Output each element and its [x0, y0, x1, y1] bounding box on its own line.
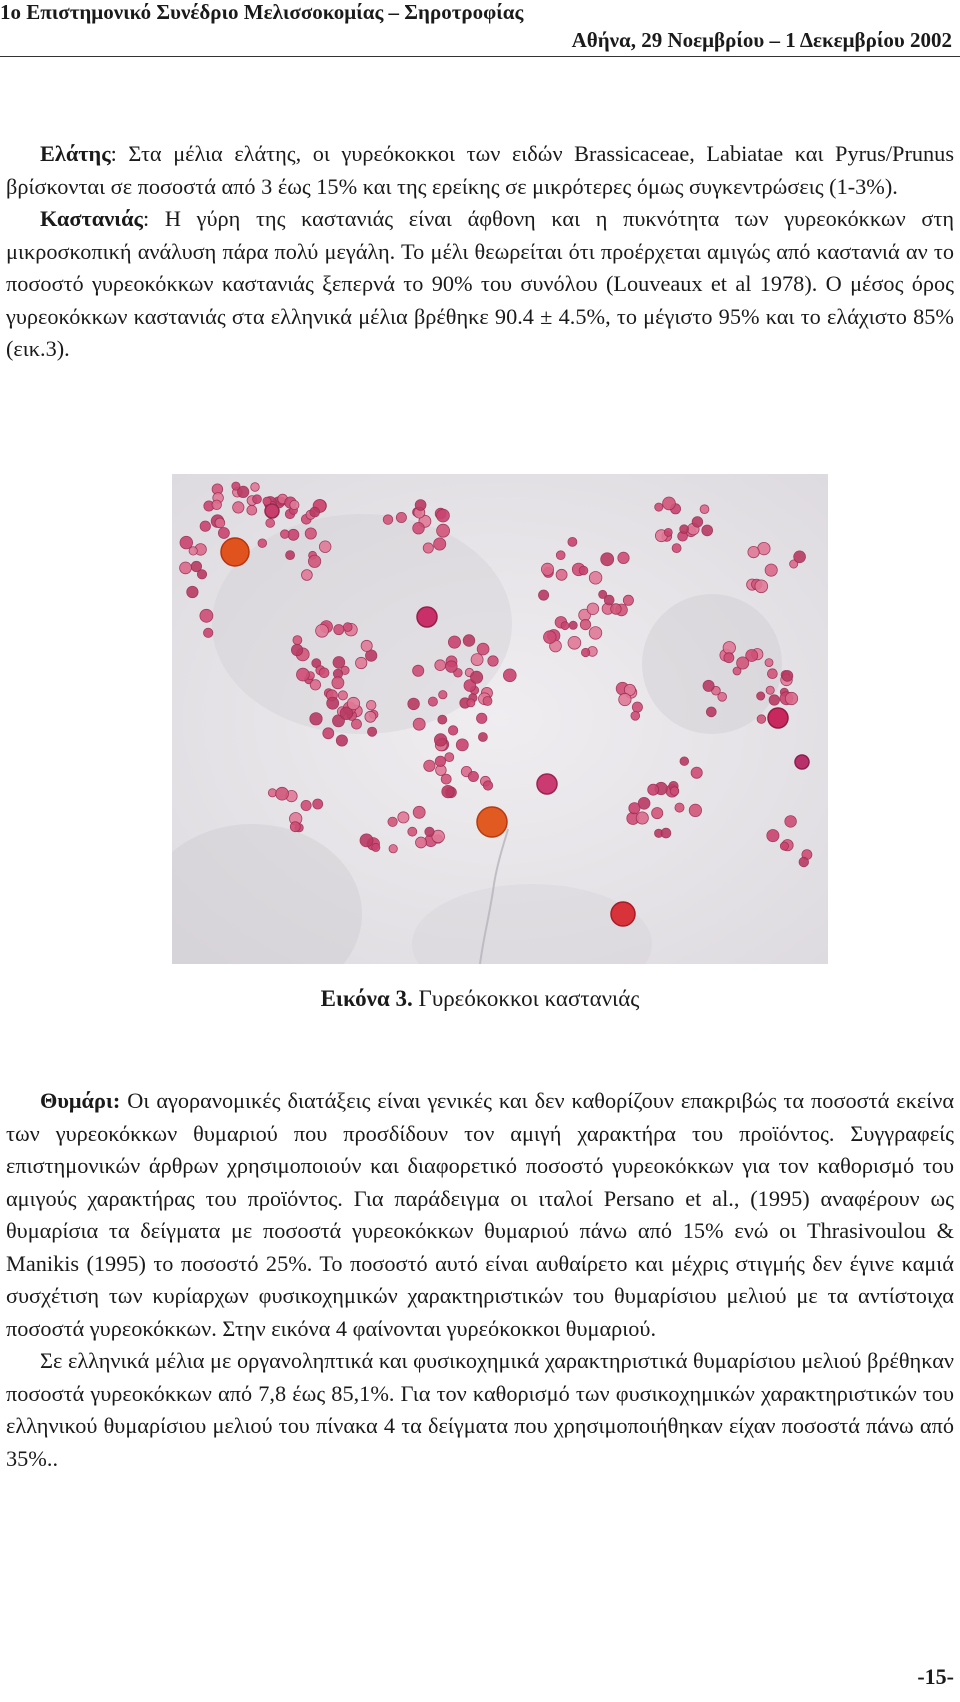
pollen-grain-146 [415, 500, 426, 511]
pollen-grain-48 [204, 628, 213, 637]
pollen-grain-49 [189, 547, 197, 555]
pollen-grain-123 [448, 726, 457, 735]
pollen-grain-23 [258, 539, 267, 548]
pollen-grain-114 [477, 643, 489, 655]
pollen-grain-234 [661, 828, 671, 838]
pollen-grain-156 [388, 817, 397, 826]
pollen-grain-92 [448, 636, 460, 648]
pollen-grain-228 [724, 653, 734, 663]
pollen-grain-140 [383, 515, 393, 525]
pollen-grain-104 [439, 691, 447, 699]
pollen-grain-56 [356, 657, 367, 668]
pollen-grain-186 [561, 622, 569, 630]
pollen-grain-19 [212, 500, 222, 510]
pollen-grain-165 [556, 551, 565, 560]
pollen-grain-4 [233, 502, 244, 513]
pollen-grain-227 [766, 686, 774, 694]
pollen-grain-15 [218, 528, 229, 539]
section-fir-chestnut [6, 138, 954, 366]
pollen-grain-251 [631, 711, 640, 720]
pollen-grain-229 [785, 692, 797, 704]
pollen-grain-126 [445, 753, 454, 762]
paragraph-thyme-text: Οι αγορανομικές διατάξεις είναι γενικές και δεν καθορίζουν επακριβώς τα ποσοστά εκείνα των γυρεοκόκκων θυμαριού που προσδίδουν τον αμιγή χαρακτήρα του προϊόντος. Συγγραφείς επιστημονικών άρθρων χρησιμοποιούν και διαφορετικό ποσοστό γυρεοκόκκων για τον καθορισμό του αμιγούς χαρακτήρας του προϊόντος. Για παράδειγμα οι ιταλοί Persano et al., (1995) αναφέρουν ως θυμαρίσια τα δείγματα με ποσοστά γυρεοκόκκων θυμαριού πάνω από 15% ενώ οι Thrasivoulou & Manikis (1995) το ποσοστό 25%. Το ποσοστό αυτό είναι αυθαίρετο και μέχρις στιγμής δεν έγινε καμιά συσχέτιση των κυρίαρχων φυσικοχημικών χαρακτηριστικών του θυμαρίσιου μελιού με τα αντίστοιχα ποσοστά γυρεοκόκκων. Στην εικόνα 4 φαίνονται γυρεόκοκκοι θυμαριού. [6, 1088, 954, 1341]
pollen-grain-149 [416, 837, 427, 848]
pollen-grain-145 [437, 509, 450, 522]
pollen-grain-194 [702, 525, 713, 536]
pollen-grain-215 [757, 715, 766, 724]
pollen-grain-178 [587, 603, 599, 615]
pollen-grain-218 [768, 669, 778, 679]
pollen-grain-134 [424, 760, 435, 771]
pollen-grain-91 [347, 697, 359, 709]
pollen-grain-189 [544, 631, 557, 644]
pollen-grain-159 [408, 827, 417, 836]
pollen-grain-84 [365, 711, 376, 722]
pollen-grain-116 [471, 671, 483, 683]
pollen-grain-173 [589, 572, 602, 585]
pollen-grain-273 [767, 830, 779, 842]
pollen-grain-112 [428, 697, 437, 706]
pollen-grain-250 [619, 693, 631, 705]
pollen-grain-73 [361, 640, 372, 651]
pollen-grain-39 [310, 507, 320, 517]
pollen-grain-179 [568, 537, 577, 546]
pollen-grain-267 [755, 580, 768, 593]
pollen-grain-67 [291, 644, 302, 655]
pollen-grain-224 [703, 680, 714, 691]
pollen-grain-103 [435, 660, 446, 671]
pollen-grain-256 [268, 789, 276, 797]
pollen-grain-35 [308, 555, 320, 567]
paragraph-fir-text: : Στα μέλια ελάτης, οι γυρεόκοκκοι των ειδών Brassicaceae, Labiatae και Pyrus/Prunus βρίσκονται σε ποσοστά από 3 έως 15% και της ερείκης σε μικρότερες όμως συγκεντρώσεις (1-3%). [6, 141, 954, 199]
pollen-grain-74 [310, 713, 322, 725]
pollen-grain-72 [332, 677, 344, 689]
pollen-grain-32 [286, 551, 295, 560]
pollen-grain-76 [323, 728, 334, 739]
paragraph-thyme-greek-honey: Σε ελληνικά μέλια με οργανοληπτικά και φυσικοχημικά χαρακτηριστικά θυμαρίσιου μελιού βρέθηκαν ποσοστά γυρεοκόκκων από 7,8 έως 85,1%. Για τον καθορισμό των φυσικοχημικών χαρακτηριστικών του ελληνικού θυμαρίσιου μελιού του πίνακα 4 τα δείγματα που χρησιμοποιήθηκαν είχαν ποσοστά πάνω από 35%.. [6, 1348, 954, 1471]
pollen-grain-183 [589, 627, 602, 640]
large-pollen-grain-3 [417, 607, 437, 627]
pollen-grain-169 [601, 553, 614, 566]
pollen-grain-97 [477, 713, 487, 723]
pollen-grain-174 [618, 552, 629, 563]
pollen-grain-272 [780, 842, 788, 850]
large-pollen-grain-1 [477, 807, 507, 837]
pollen-grain-153 [360, 834, 373, 847]
pollen-grain-197 [700, 505, 709, 514]
pollen-grain-200 [655, 503, 663, 511]
pollen-grain-246 [632, 702, 642, 712]
pollen-grain-105 [438, 715, 447, 724]
pollen-grain-154 [372, 843, 380, 851]
pollen-grain-106 [467, 699, 475, 707]
pollen-grain-157 [398, 812, 409, 823]
figure-chestnut-pollen-micrograph [172, 474, 828, 964]
pollen-grain-54 [293, 636, 302, 645]
pollen-grain-26 [288, 529, 299, 540]
pollen-grain-69 [297, 668, 310, 681]
figure-caption [0, 986, 960, 1012]
pollen-grain-187 [569, 621, 577, 629]
paragraph-fir [6, 138, 954, 203]
conference-date: Αθήνα, 29 Νοεμβρίου – 1 Δεκεμβρίου 2002 [571, 28, 952, 52]
pollen-grain-113 [488, 656, 498, 666]
pollen-grain-14 [215, 518, 225, 528]
pollen-grain-58 [343, 623, 352, 632]
pollen-grain-237 [648, 784, 659, 795]
paragraph-thyme [6, 1085, 954, 1345]
pollen-grain-128 [441, 774, 451, 784]
pollen-grain-42 [180, 536, 193, 549]
pollen-grain-119 [413, 665, 424, 676]
pollen-grain-120 [478, 733, 487, 742]
micrograph-image [172, 474, 828, 964]
large-pollen-grain-6 [795, 755, 809, 769]
pollen-grain-95 [503, 669, 516, 682]
pollen-grain-108 [413, 718, 425, 730]
pollen-grain-33 [319, 541, 331, 553]
large-pollen-grain-7 [265, 504, 279, 518]
pollen-grain-71 [316, 624, 329, 637]
pollen-grain-41 [200, 609, 213, 622]
header-rule [0, 56, 960, 57]
pollen-grain-142 [413, 522, 425, 534]
pollen-grain-258 [276, 787, 289, 800]
pollen-grain-131 [483, 781, 492, 790]
pollen-grain-37 [290, 500, 299, 509]
pollen-grain-254 [313, 799, 323, 809]
pollen-grain-221 [723, 642, 735, 654]
pollen-grain-177 [604, 595, 614, 605]
pollen-grain-205 [692, 517, 703, 528]
large-pollen-grain-0 [221, 538, 249, 566]
pollen-grain-86 [368, 727, 377, 736]
pollen-grain-212 [706, 707, 716, 717]
pollen-grain-122 [435, 756, 445, 766]
pollen-grain-99 [408, 698, 420, 710]
pollen-grain-135 [434, 734, 446, 746]
term-chestnut: Καστανιάς [40, 206, 143, 231]
pollen-grain-223 [769, 695, 779, 705]
pollen-grain-137 [434, 538, 446, 550]
pollen-grain-219 [757, 692, 765, 700]
pollen-grain-44 [200, 521, 210, 531]
pollen-grain-87 [336, 735, 347, 746]
term-thyme: Θυμάρι: [40, 1088, 121, 1113]
pollen-grain-241 [689, 804, 701, 816]
page-number: -15- [917, 1664, 954, 1689]
pollen-grain-20 [251, 483, 260, 492]
pollen-grain-265 [794, 551, 806, 563]
pollen-grain-167 [539, 590, 549, 600]
pollen-grain-118 [483, 697, 492, 706]
pollen-grain-225 [737, 657, 749, 669]
pollen-grain-266 [748, 546, 759, 557]
term-fir: Ελάτης [40, 141, 111, 166]
pollen-grain-150 [389, 845, 397, 853]
pollen-grain-34 [281, 530, 290, 539]
page-header [0, 0, 960, 58]
pollen-grain-243 [670, 787, 679, 796]
pollen-grain-199 [664, 528, 672, 536]
pollen-grain-70 [319, 668, 329, 678]
pollen-grain-55 [338, 691, 347, 700]
pollen-grain-222 [782, 671, 793, 682]
large-pollen-grain-4 [537, 774, 557, 794]
pollen-grain-202 [663, 497, 676, 510]
pollen-grain-268 [785, 816, 797, 828]
pollen-grain-196 [672, 544, 681, 553]
pollen-grain-64 [334, 625, 344, 635]
pollen-grain-160 [425, 827, 434, 836]
pollen-grain-168 [579, 566, 588, 575]
pollen-grain-144 [396, 512, 406, 522]
large-pollen-grain-5 [768, 708, 788, 728]
pollen-grain-12 [247, 505, 257, 515]
pollen-grain-238 [636, 812, 648, 824]
pollen-grain-79 [352, 719, 362, 729]
pollen-grain-21 [266, 519, 275, 528]
pollen-grain-170 [611, 604, 622, 615]
pollen-grain-240 [691, 767, 702, 778]
pollen-grain-22 [305, 528, 316, 539]
pollen-grain-175 [580, 619, 590, 629]
pollen-grain-161 [413, 806, 425, 818]
pollen-grain-136 [437, 524, 450, 537]
paragraph-chestnut-text: : Η γύρη της καστανιάς είναι άφθονη και η πυκνότητα των γυρεοκόκκων στη μικροσκοπική ανάλυση πάρα πολύ μεγάλη. Το μέλι θεωρείται ότι προέρχεται αμιγώς από καστανιά αν το ποσοστό γυρεοκόκκων καστανιάς ξεπερνά το 90% του συνόλου (Louveaux et al 1978). Ο μέσος όρος γυρεοκόκκων καστανιάς στα ελληνικά μέλια βρέθηκε 90.4 ± 4.5%, το μέγιστο 95% και το ελάχιστο 85% (εικ.3). [6, 206, 954, 361]
pollen-grain-244 [680, 757, 689, 766]
pollen-grain-270 [799, 857, 809, 867]
section-thyme [6, 1085, 954, 1475]
pollen-grain-127 [442, 785, 454, 797]
pollen-grain-46 [180, 562, 192, 574]
pollen-grain-115 [446, 661, 458, 673]
pollen-grain-147 [423, 543, 433, 553]
pollen-grain-188 [568, 636, 581, 649]
pollen-grain-191 [581, 648, 589, 656]
figure-label: Εικόνα 3. [320, 986, 413, 1011]
pollen-grain-259 [290, 822, 300, 832]
pollen-grain-255 [301, 800, 311, 810]
large-pollen-grain-2 [611, 902, 635, 926]
pollen-grain-239 [675, 803, 684, 812]
pollen-grain-180 [556, 569, 567, 580]
paragraph-chestnut [6, 203, 954, 366]
pollen-grain-89 [327, 697, 339, 709]
pollen-grain-230 [652, 808, 663, 819]
pollen-grain-111 [456, 739, 468, 751]
pollen-grain-101 [463, 635, 475, 647]
conference-title: 1ο Επιστημονικό Συνέδριο Μελισσοκομίας – Σηροτροφίας [0, 0, 524, 24]
pollen-grain-8 [253, 495, 262, 504]
pollen-grain-260 [765, 564, 777, 576]
pollen-grain-210 [765, 659, 773, 667]
pollen-grain-77 [366, 700, 376, 710]
pollen-grain-204 [680, 525, 689, 534]
pollen-grain-10 [232, 482, 240, 490]
pollen-grain-172 [623, 595, 633, 605]
pollen-grain-31 [302, 570, 313, 581]
pollen-grain-66 [310, 680, 320, 690]
pollen-grain-132 [468, 771, 478, 781]
figure-caption-text: Γυρεόκοκκοι καστανιάς [412, 986, 640, 1011]
pollen-grain-117 [471, 654, 483, 666]
pollen-grain-45 [187, 586, 198, 597]
pollen-grain-245 [629, 803, 640, 814]
pollen-grain-181 [541, 563, 553, 575]
pollen-grain-47 [197, 570, 206, 579]
